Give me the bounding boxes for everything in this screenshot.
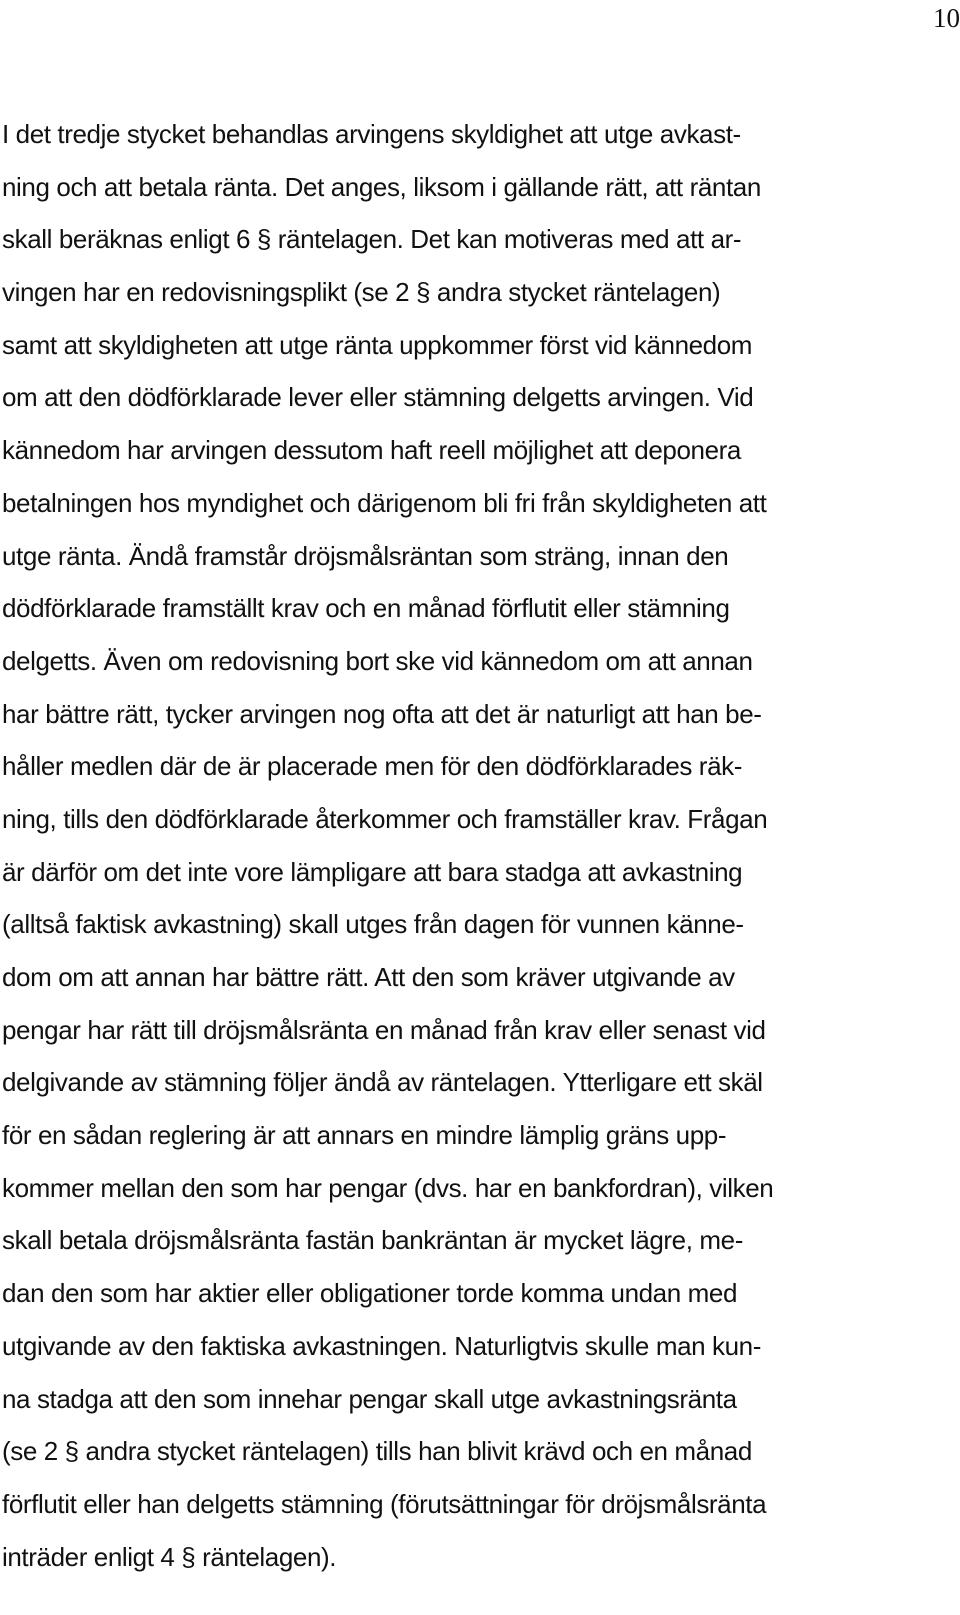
body-paragraph xyxy=(2,108,960,1583)
text-line: na stadga att den som innehar pengar skall utge avkastningsränta xyxy=(2,1383,737,1414)
text-line: har bättre rätt, tycker arvingen nog ofta att det är naturligt att han be- xyxy=(2,698,762,729)
text-line: samt att skyldigheten att utge ränta uppkommer först vid kännedom xyxy=(2,329,753,360)
text-line: för en sådan reglering är att annars en mindre lämplig gräns upp- xyxy=(2,1120,727,1151)
text-line: betalningen hos myndighet och därigenom bli fri från skyldigheten att xyxy=(2,487,767,518)
text-line: ning och att betala ränta. Det anges, liksom i gällande rätt, att räntan xyxy=(2,171,761,202)
text-line: inträder enligt 4 § räntelagen). xyxy=(2,1541,337,1572)
text-line: dödförklarade framställt krav och en månad förflutit eller stämning xyxy=(2,593,730,624)
text-line: (alltså faktisk avkastning) skall utges från dagen för vunnen känne- xyxy=(2,909,744,940)
text-line: utge ränta. Ändå framstår dröjsmålsräntan som sträng, innan den xyxy=(2,540,729,571)
text-line: håller medlen där de är placerade men för den dödförklarades räk- xyxy=(2,751,742,782)
text-line: dom om att annan har bättre rätt. Att den som kräver utgivande av xyxy=(2,962,735,992)
text-line: är därför om det inte vore lämpligare att bara stadga att avkastning xyxy=(2,856,743,887)
text-line: om att den dödförklarade lever eller stämning delgetts arvingen. Vid xyxy=(2,382,754,413)
text-line: vingen har en redovisningsplikt (se 2 § andra stycket räntelagen) xyxy=(2,277,721,308)
text-line: delgivande av stämning följer ändå av räntelagen. Ytterligare ett skäl xyxy=(2,1067,763,1098)
text-line: kännedom har arvingen dessutom haft reell möjlighet att deponera xyxy=(2,435,741,466)
text-line: kommer mellan den som har pengar (dvs. har en bankfordran), vilken xyxy=(2,1172,774,1203)
text-line: utgivande av den faktiska avkastningen. Naturligtvis skulle man kun- xyxy=(2,1330,761,1361)
text-line: delgetts. Även om redovisning bort ske vid kännedom om att annan xyxy=(2,645,753,676)
text-line: (se 2 § andra stycket räntelagen) tills han blivit krävd och en månad xyxy=(2,1436,752,1467)
text-line: pengar har rätt till dröjsmålsränta en månad från krav eller senast vid xyxy=(2,1014,766,1045)
text-line: ning, tills den dödförklarade återkommer och framställer krav. Frågan xyxy=(2,803,768,834)
page-number: 10 xyxy=(933,3,960,33)
text-line: skall betala dröjsmålsränta fastän bankräntan är mycket lägre, me- xyxy=(2,1225,743,1256)
text-line: förflutit eller han delgetts stämning (förutsättningar för dröjsmålsränta xyxy=(2,1488,767,1519)
text-line: skall beräknas enligt 6 § räntelagen. Det kan motiveras med att ar- xyxy=(2,224,742,255)
text-line: I det tredje stycket behandlas arvingens skyldighet att utge avkast- xyxy=(2,119,741,149)
text-line: dan den som har aktier eller obligationer torde komma undan med xyxy=(2,1278,738,1309)
